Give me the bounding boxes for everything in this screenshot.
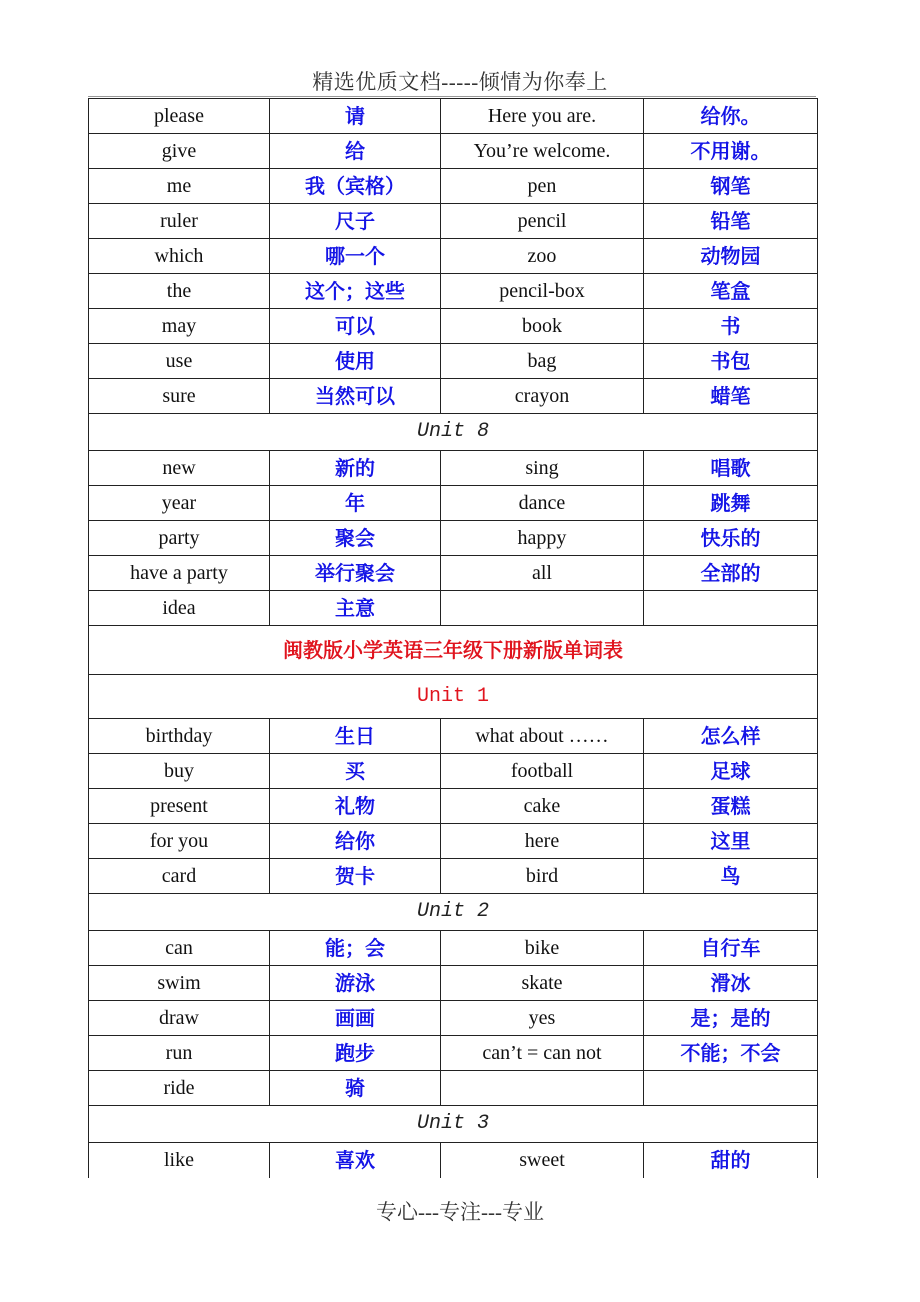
english-word: zoo: [441, 239, 644, 274]
chinese-meaning: 这里: [644, 824, 818, 859]
english-word: swim: [89, 966, 270, 1001]
english-word: yes: [441, 1001, 644, 1036]
book-title-row: [89, 626, 818, 675]
chinese-meaning: 这个；这些: [270, 274, 441, 309]
english-word: [441, 591, 644, 626]
chinese-meaning: 主意: [270, 591, 441, 626]
word-row: [89, 719, 818, 754]
word-row: [89, 99, 818, 134]
english-word: draw: [89, 1001, 270, 1036]
english-word: have a party: [89, 556, 270, 591]
english-word: bird: [441, 859, 644, 894]
unit-heading: Unit 1: [89, 675, 818, 719]
english-word: cake: [441, 789, 644, 824]
chinese-meaning: 跑步: [270, 1036, 441, 1071]
word-row: [89, 824, 818, 859]
vocabulary-table: [88, 98, 818, 1178]
english-word: pen: [441, 169, 644, 204]
english-word: football: [441, 754, 644, 789]
chinese-meaning: 滑冰: [644, 966, 818, 1001]
chinese-meaning: 贺卡: [270, 859, 441, 894]
word-row: [89, 1001, 818, 1036]
english-word: bike: [441, 931, 644, 966]
chinese-meaning: 快乐的: [644, 521, 818, 556]
unit-heading-row: [89, 1106, 818, 1143]
chinese-meaning: 全部的: [644, 556, 818, 591]
english-word: like: [89, 1143, 270, 1178]
chinese-meaning: 书包: [644, 344, 818, 379]
english-word: which: [89, 239, 270, 274]
page-header: 精选优质文档-----倾情为你奉上: [312, 70, 608, 94]
english-word: [441, 1071, 644, 1106]
english-word: dance: [441, 486, 644, 521]
chinese-meaning: 画画: [270, 1001, 441, 1036]
english-word: all: [441, 556, 644, 591]
english-word: run: [89, 1036, 270, 1071]
chinese-meaning: 跳舞: [644, 486, 818, 521]
word-row: [89, 486, 818, 521]
chinese-meaning: 是；是的: [644, 1001, 818, 1036]
english-word: can: [89, 931, 270, 966]
chinese-meaning: 礼物: [270, 789, 441, 824]
word-row: [89, 274, 818, 309]
word-row: [89, 754, 818, 789]
english-word: sure: [89, 379, 270, 414]
english-word: here: [441, 824, 644, 859]
word-row: [89, 966, 818, 1001]
english-word: give: [89, 134, 270, 169]
chinese-meaning: 鸟: [644, 859, 818, 894]
english-word: Here you are.: [441, 99, 644, 134]
word-row: [89, 521, 818, 556]
chinese-meaning: 骑: [270, 1071, 441, 1106]
header-rule: [88, 96, 816, 97]
chinese-meaning: 我（宾格）: [270, 169, 441, 204]
chinese-meaning: 请: [270, 99, 441, 134]
word-row: [89, 344, 818, 379]
english-word: year: [89, 486, 270, 521]
chinese-meaning: [644, 591, 818, 626]
word-row: [89, 789, 818, 824]
page-footer: 专心---专注---专业: [376, 1200, 544, 1224]
chinese-meaning: 使用: [270, 344, 441, 379]
english-word: happy: [441, 521, 644, 556]
english-word: for you: [89, 824, 270, 859]
chinese-meaning: 给你: [270, 824, 441, 859]
chinese-meaning: 蜡笔: [644, 379, 818, 414]
word-row: [89, 931, 818, 966]
unit-heading-row: [89, 675, 818, 719]
chinese-meaning: 蛋糕: [644, 789, 818, 824]
chinese-meaning: 尺子: [270, 204, 441, 239]
english-word: bag: [441, 344, 644, 379]
english-word: idea: [89, 591, 270, 626]
english-word: please: [89, 99, 270, 134]
word-row: [89, 134, 818, 169]
english-word: new: [89, 451, 270, 486]
chinese-meaning: 聚会: [270, 521, 441, 556]
chinese-meaning: 自行车: [644, 931, 818, 966]
word-row: [89, 1071, 818, 1106]
chinese-meaning: 生日: [270, 719, 441, 754]
english-word: pencil: [441, 204, 644, 239]
english-word: sweet: [441, 1143, 644, 1178]
chinese-meaning: 唱歌: [644, 451, 818, 486]
chinese-meaning: 书: [644, 309, 818, 344]
chinese-meaning: 铅笔: [644, 204, 818, 239]
unit-heading: Unit 8: [89, 414, 818, 451]
english-word: can’t = can not: [441, 1036, 644, 1071]
chinese-meaning: 不能；不会: [644, 1036, 818, 1071]
chinese-meaning: 新的: [270, 451, 441, 486]
english-word: birthday: [89, 719, 270, 754]
english-word: ride: [89, 1071, 270, 1106]
english-word: present: [89, 789, 270, 824]
word-row: [89, 1036, 818, 1071]
word-row: [89, 309, 818, 344]
english-word: me: [89, 169, 270, 204]
chinese-meaning: [644, 1071, 818, 1106]
english-word: may: [89, 309, 270, 344]
chinese-meaning: 动物园: [644, 239, 818, 274]
chinese-meaning: 哪一个: [270, 239, 441, 274]
unit-heading-row: [89, 414, 818, 451]
english-word: party: [89, 521, 270, 556]
vocabulary-table-body: [89, 99, 818, 1178]
chinese-meaning: 给你。: [644, 99, 818, 134]
word-row: [89, 451, 818, 486]
word-row: [89, 379, 818, 414]
english-word: card: [89, 859, 270, 894]
word-row: [89, 556, 818, 591]
chinese-meaning: 举行聚会: [270, 556, 441, 591]
chinese-meaning: 怎么样: [644, 719, 818, 754]
chinese-meaning: 喜欢: [270, 1143, 441, 1178]
chinese-meaning: 不用谢。: [644, 134, 818, 169]
chinese-meaning: 年: [270, 486, 441, 521]
word-row: [89, 1143, 818, 1178]
word-row: [89, 591, 818, 626]
book-title: 闽教版小学英语三年级下册新版单词表: [89, 626, 818, 675]
chinese-meaning: 足球: [644, 754, 818, 789]
chinese-meaning: 游泳: [270, 966, 441, 1001]
chinese-meaning: 笔盒: [644, 274, 818, 309]
chinese-meaning: 给: [270, 134, 441, 169]
chinese-meaning: 甜的: [644, 1143, 818, 1178]
english-word: pencil-box: [441, 274, 644, 309]
english-word: buy: [89, 754, 270, 789]
word-row: [89, 204, 818, 239]
word-row: [89, 169, 818, 204]
english-word: ruler: [89, 204, 270, 239]
english-word: the: [89, 274, 270, 309]
chinese-meaning: 能；会: [270, 931, 441, 966]
english-word: skate: [441, 966, 644, 1001]
chinese-meaning: 当然可以: [270, 379, 441, 414]
unit-heading: Unit 3: [89, 1106, 818, 1143]
word-row: [89, 859, 818, 894]
english-word: sing: [441, 451, 644, 486]
english-word: You’re welcome.: [441, 134, 644, 169]
chinese-meaning: 钢笔: [644, 169, 818, 204]
chinese-meaning: 买: [270, 754, 441, 789]
unit-heading: Unit 2: [89, 894, 818, 931]
chinese-meaning: 可以: [270, 309, 441, 344]
english-word: book: [441, 309, 644, 344]
english-word: crayon: [441, 379, 644, 414]
word-row: [89, 239, 818, 274]
english-word: what about ……: [441, 719, 644, 754]
english-word: use: [89, 344, 270, 379]
unit-heading-row: [89, 894, 818, 931]
